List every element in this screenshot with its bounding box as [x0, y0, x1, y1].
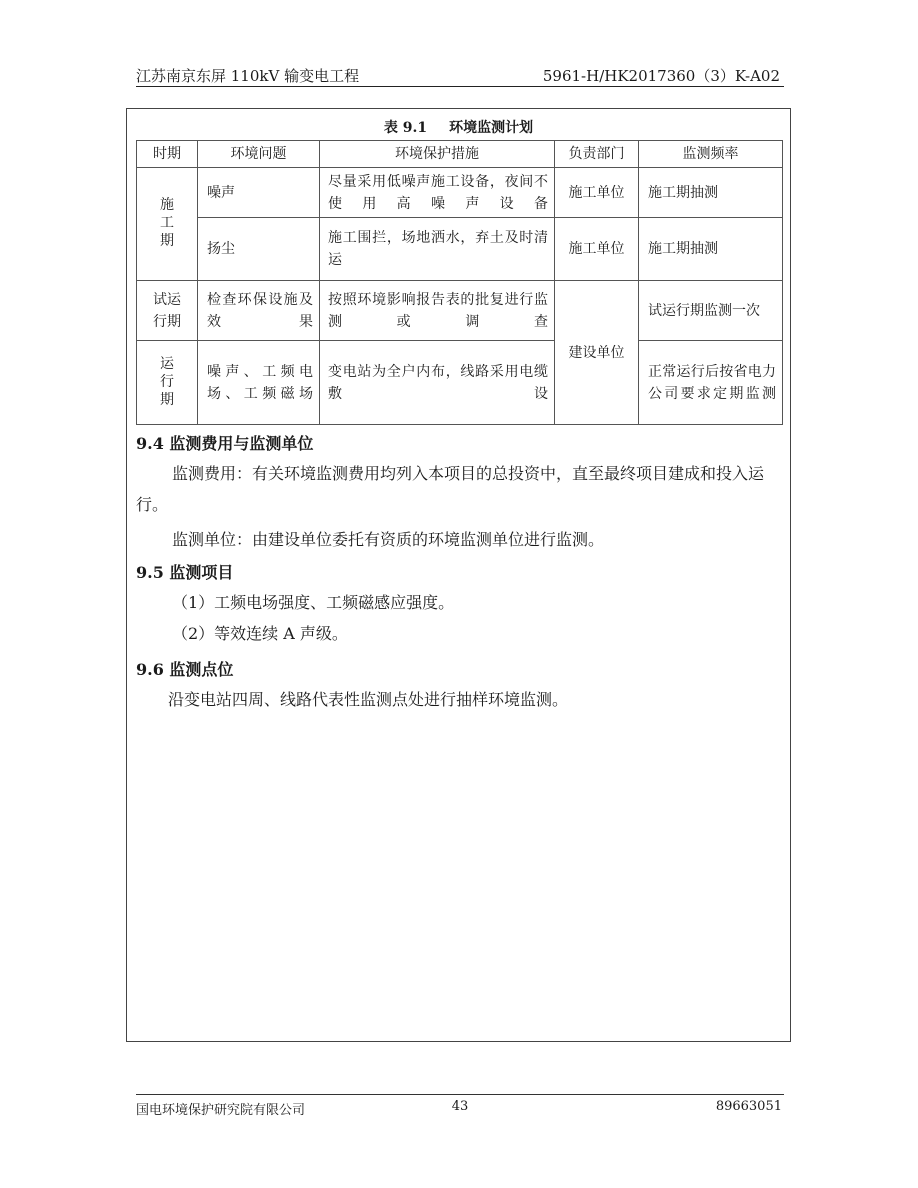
paragraph: （2）等效连续 A 声级。 — [172, 624, 348, 643]
section-heading: 9.5 监测项目 — [136, 563, 234, 582]
table-row — [137, 281, 783, 341]
period-cell — [137, 341, 198, 425]
table-row — [137, 341, 783, 425]
paragraph: 沿变电站四周、线路代表性监测点处进行抽样环境监测。 — [168, 690, 569, 709]
header-project-name: 江苏南京东屏 110kV 输变电工程 — [136, 67, 360, 85]
footer-page-number: 43 — [451, 1099, 469, 1114]
table-row — [137, 168, 783, 218]
freq-cell: 施工期抽测 — [639, 218, 783, 281]
period-trial: 试运行期 — [153, 291, 181, 330]
section-9-6 — [136, 658, 786, 715]
period-operation: 运行期 — [160, 355, 174, 408]
measure-cell: 尽量采用低噪声施工设备，夜间不使用高噪声设备 — [320, 168, 555, 218]
table-title: 环境监测计划 — [449, 120, 534, 136]
footer-company: 国电环境保护研究院有限公司 — [136, 1103, 306, 1118]
footer-code: 89663051 — [715, 1099, 782, 1114]
table-caption — [126, 117, 791, 137]
paragraph: 监测费用：有关环境监测费用均列入本项目的总投资中，直至最终项目建成和投入运行。 — [136, 464, 765, 514]
table-number: 表 9.1 — [383, 120, 428, 136]
table-header-row — [137, 141, 783, 168]
dept-cell: 施工单位 — [555, 168, 639, 218]
issue-cell: 扬尘 — [198, 218, 320, 281]
col-header-issue: 环境问题 — [198, 141, 320, 168]
section-heading: 9.6 监测点位 — [136, 660, 234, 679]
col-header-measure: 环境保护措施 — [320, 141, 555, 168]
issue-cell: 噪声 — [198, 168, 320, 218]
freq-cell: 正常运行后按省电力公司要求定期监测 — [639, 341, 783, 425]
col-header-freq: 监测频率 — [639, 141, 783, 168]
header-doc-code: 5961-H/HK2017360（3）K-A02 — [542, 67, 780, 85]
col-header-period: 时期 — [137, 141, 198, 168]
dept-cell: 建设单位 — [555, 281, 639, 425]
dept-cell: 施工单位 — [555, 218, 639, 281]
freq-cell: 试运行期监测一次 — [639, 281, 783, 341]
measure-cell: 施工围拦，场地洒水，弃土及时清运 — [320, 218, 555, 281]
measure-cell: 变电站为全户内布，线路采用电缆敷设 — [320, 341, 555, 425]
freq-cell: 施工期抽测 — [639, 168, 783, 218]
issue-cell: 噪声、工频电场、工频磁场 — [198, 341, 320, 425]
page-header — [136, 62, 784, 87]
table-row — [137, 218, 783, 281]
period-cell — [137, 168, 198, 281]
period-cell — [137, 281, 198, 341]
measure-cell: 按照环境影响报告表的批复进行监测或调查 — [320, 281, 555, 341]
issue-cell: 检查环保设施及效果 — [198, 281, 320, 341]
monitoring-plan-table — [136, 140, 783, 425]
paragraph: 监测单位：由建设单位委托有资质的环境监测单位进行监测。 — [172, 530, 605, 549]
col-header-dept: 负责部门 — [555, 141, 639, 168]
period-construction: 施工期 — [160, 197, 174, 249]
section-heading: 9.4 监测费用与监测单位 — [136, 434, 314, 453]
page-footer — [136, 1094, 784, 1118]
paragraph: （1）工频电场强度、工频磁感应强度。 — [172, 593, 455, 612]
section-9-5 — [136, 561, 786, 649]
section-9-4 — [136, 432, 786, 555]
